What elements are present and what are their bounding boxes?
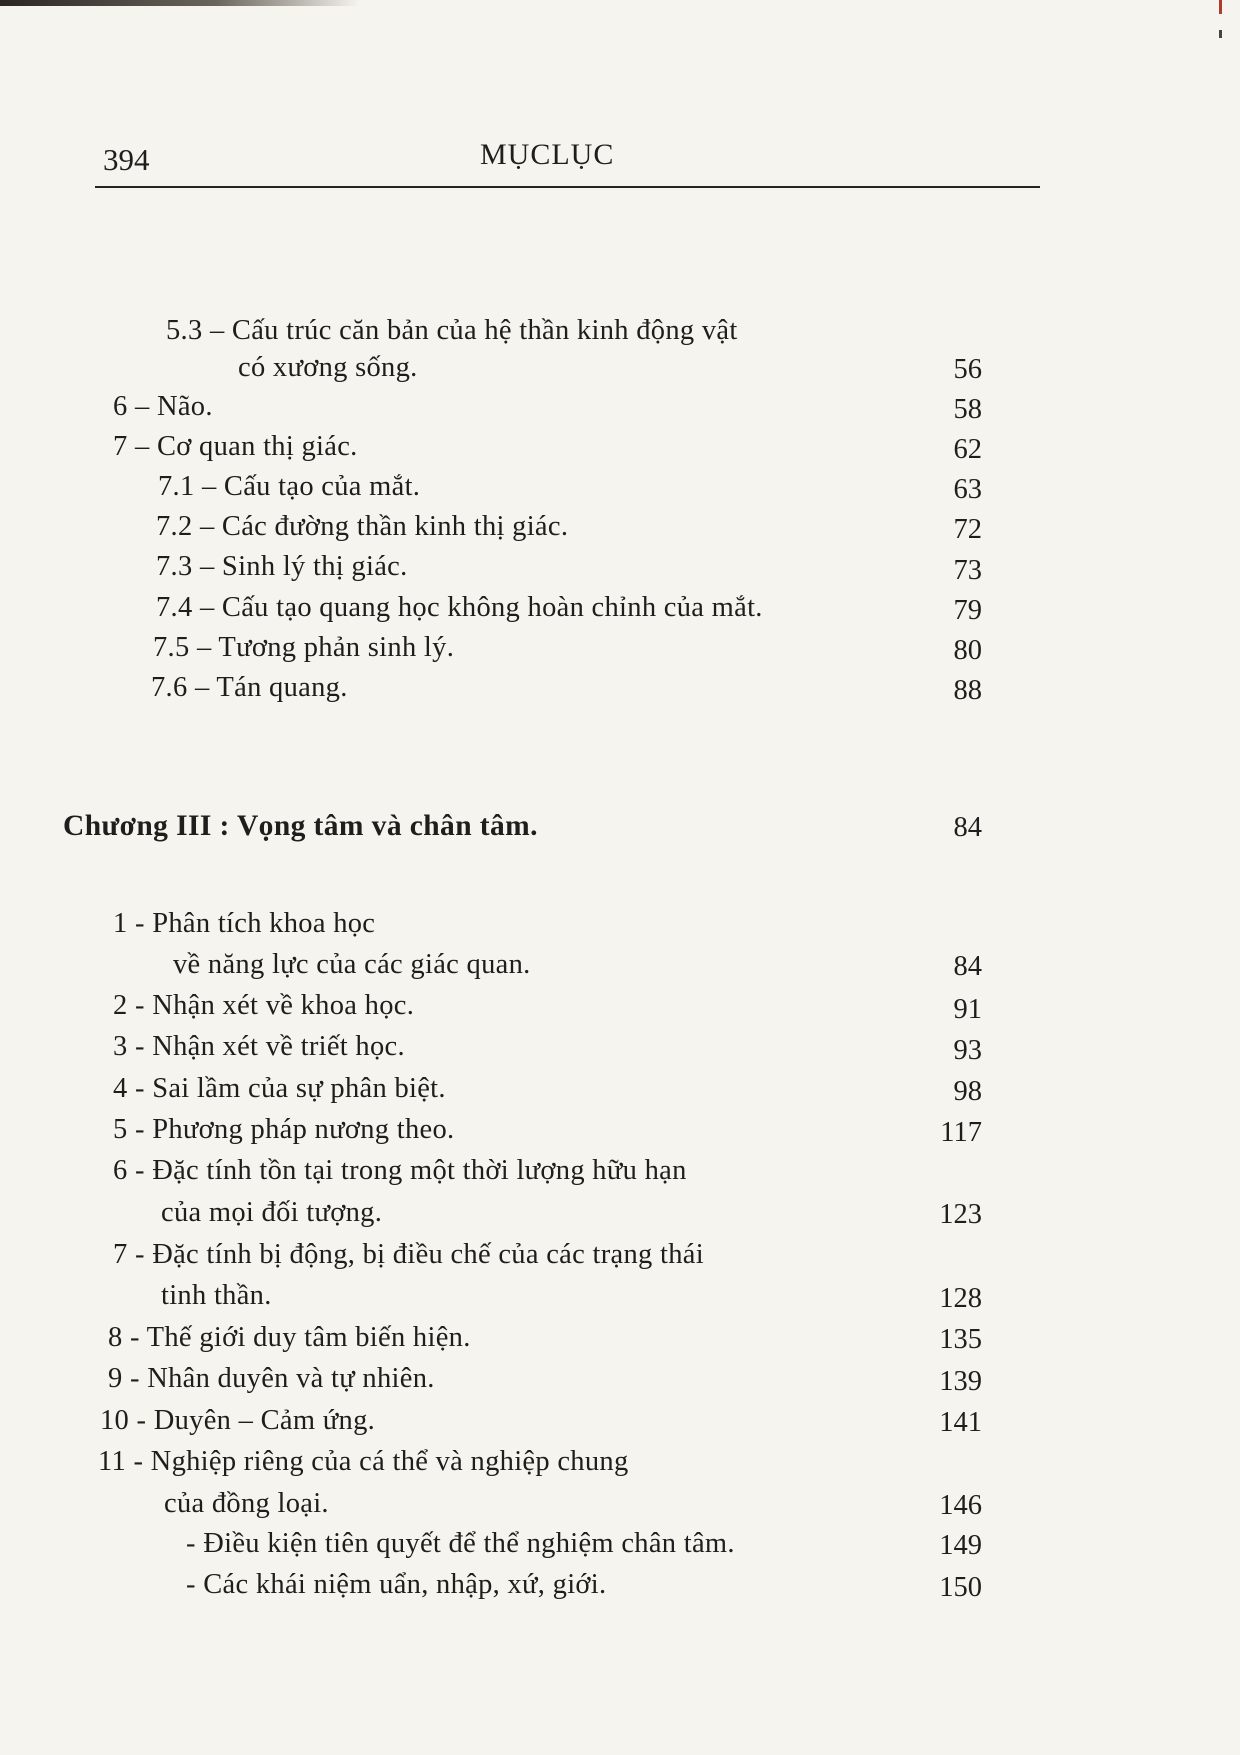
running-title: MỤCLỤC	[480, 138, 615, 171]
toc-entry-text: 1 - Phân tích khoa học	[113, 908, 376, 939]
toc-entry-text-cont: có xương sống.	[238, 352, 418, 383]
page-number: 394	[103, 142, 150, 177]
toc-entry-text: 7 – Cơ quan thị giác.	[113, 431, 358, 462]
chapter-page: 84	[953, 812, 982, 843]
toc-entry-text: 10 - Duyên – Cảm ứng.	[100, 1405, 376, 1436]
toc-entry-text: 8 - Thế giới duy tâm biến hiện.	[108, 1322, 471, 1353]
toc-entry-page: 149	[939, 1530, 982, 1561]
toc-entry-text: 6 – Não.	[113, 391, 213, 422]
toc-entry-page: 63	[953, 474, 982, 505]
toc-entry-text: 4 - Sai lầm của sự phân biệt.	[113, 1073, 446, 1104]
chapter-heading: Chương III : Vọng tâm và chân tâm.	[63, 810, 538, 842]
toc-entry-page: 58	[953, 394, 982, 425]
toc-entry-page: 79	[953, 595, 982, 626]
toc-entry-text: 6 - Đặc tính tồn tại trong một thời lượng hữu hạn	[113, 1155, 687, 1186]
toc-entry-page: 93	[953, 1035, 982, 1066]
toc-entry-text: 7.6 – Tán quang.	[151, 672, 348, 703]
toc-entry-text: 7.1 – Cấu tạo của mắt.	[158, 471, 421, 502]
toc-entry-text: - Điều kiện tiên quyết để thể nghiệm chân tâm.	[186, 1528, 735, 1559]
toc-entry-text: 9 - Nhân duyên và tự nhiên.	[108, 1363, 435, 1394]
toc-entry-text: 11 - Nghiệp riêng của cá thể và nghiệp chung	[98, 1446, 629, 1477]
toc-entry-page: 146	[939, 1490, 982, 1521]
toc-entry-text: 7.4 – Cấu tạo quang học không hoàn chỉnh của mắt.	[156, 592, 763, 623]
toc-entry-page: 150	[939, 1572, 982, 1603]
toc-entry-text: 7.3 – Sinh lý thị giác.	[156, 551, 408, 582]
toc-entry-text: 2 - Nhận xét về khoa học.	[113, 990, 415, 1021]
toc-entry-page: 72	[953, 514, 982, 545]
toc-entry-text: 5 - Phương pháp nương theo.	[113, 1114, 455, 1145]
toc-entry-page: 56	[953, 354, 982, 385]
toc-entry-page: 139	[939, 1366, 982, 1397]
toc-entry-text-cont: của mọi đối tượng.	[161, 1197, 383, 1228]
toc-entry-page: 84	[953, 951, 982, 982]
toc-entry-page: 62	[953, 434, 982, 465]
toc-entry-page: 73	[953, 555, 982, 586]
toc-entry-page: 128	[939, 1283, 982, 1314]
toc-entry-text: 7.2 – Các đường thần kinh thị giác.	[156, 511, 569, 542]
toc-entry-page: 80	[953, 635, 982, 666]
toc-entry-page: 88	[953, 675, 982, 706]
toc-entry-page: 98	[953, 1076, 982, 1107]
toc-entry-page: 117	[940, 1117, 982, 1148]
toc-entry-page: 135	[939, 1324, 982, 1355]
toc-entry-page: 141	[939, 1407, 982, 1438]
toc-entry-page: 91	[953, 994, 982, 1025]
toc-entry-text: - Các khái niệm uẩn, nhập, xứ, giới.	[186, 1569, 607, 1600]
toc-entry-text-cont: của đồng loại.	[164, 1488, 329, 1519]
toc-entry-text: 3 - Nhận xét về triết học.	[113, 1031, 405, 1062]
toc-entry-text-cont: về năng lực của các giác quan.	[173, 949, 531, 980]
toc-entry-text: 5.3 – Cấu trúc căn bản của hệ thần kinh động vật	[166, 315, 738, 346]
toc-entry-text-cont: tinh thần.	[161, 1280, 272, 1311]
toc-entry-text: 7 - Đặc tính bị động, bị điều chế của các trạng thái	[113, 1239, 704, 1270]
toc-entry-page: 123	[939, 1199, 982, 1230]
toc-entry-text: 7.5 – Tương phản sinh lý.	[153, 632, 455, 663]
